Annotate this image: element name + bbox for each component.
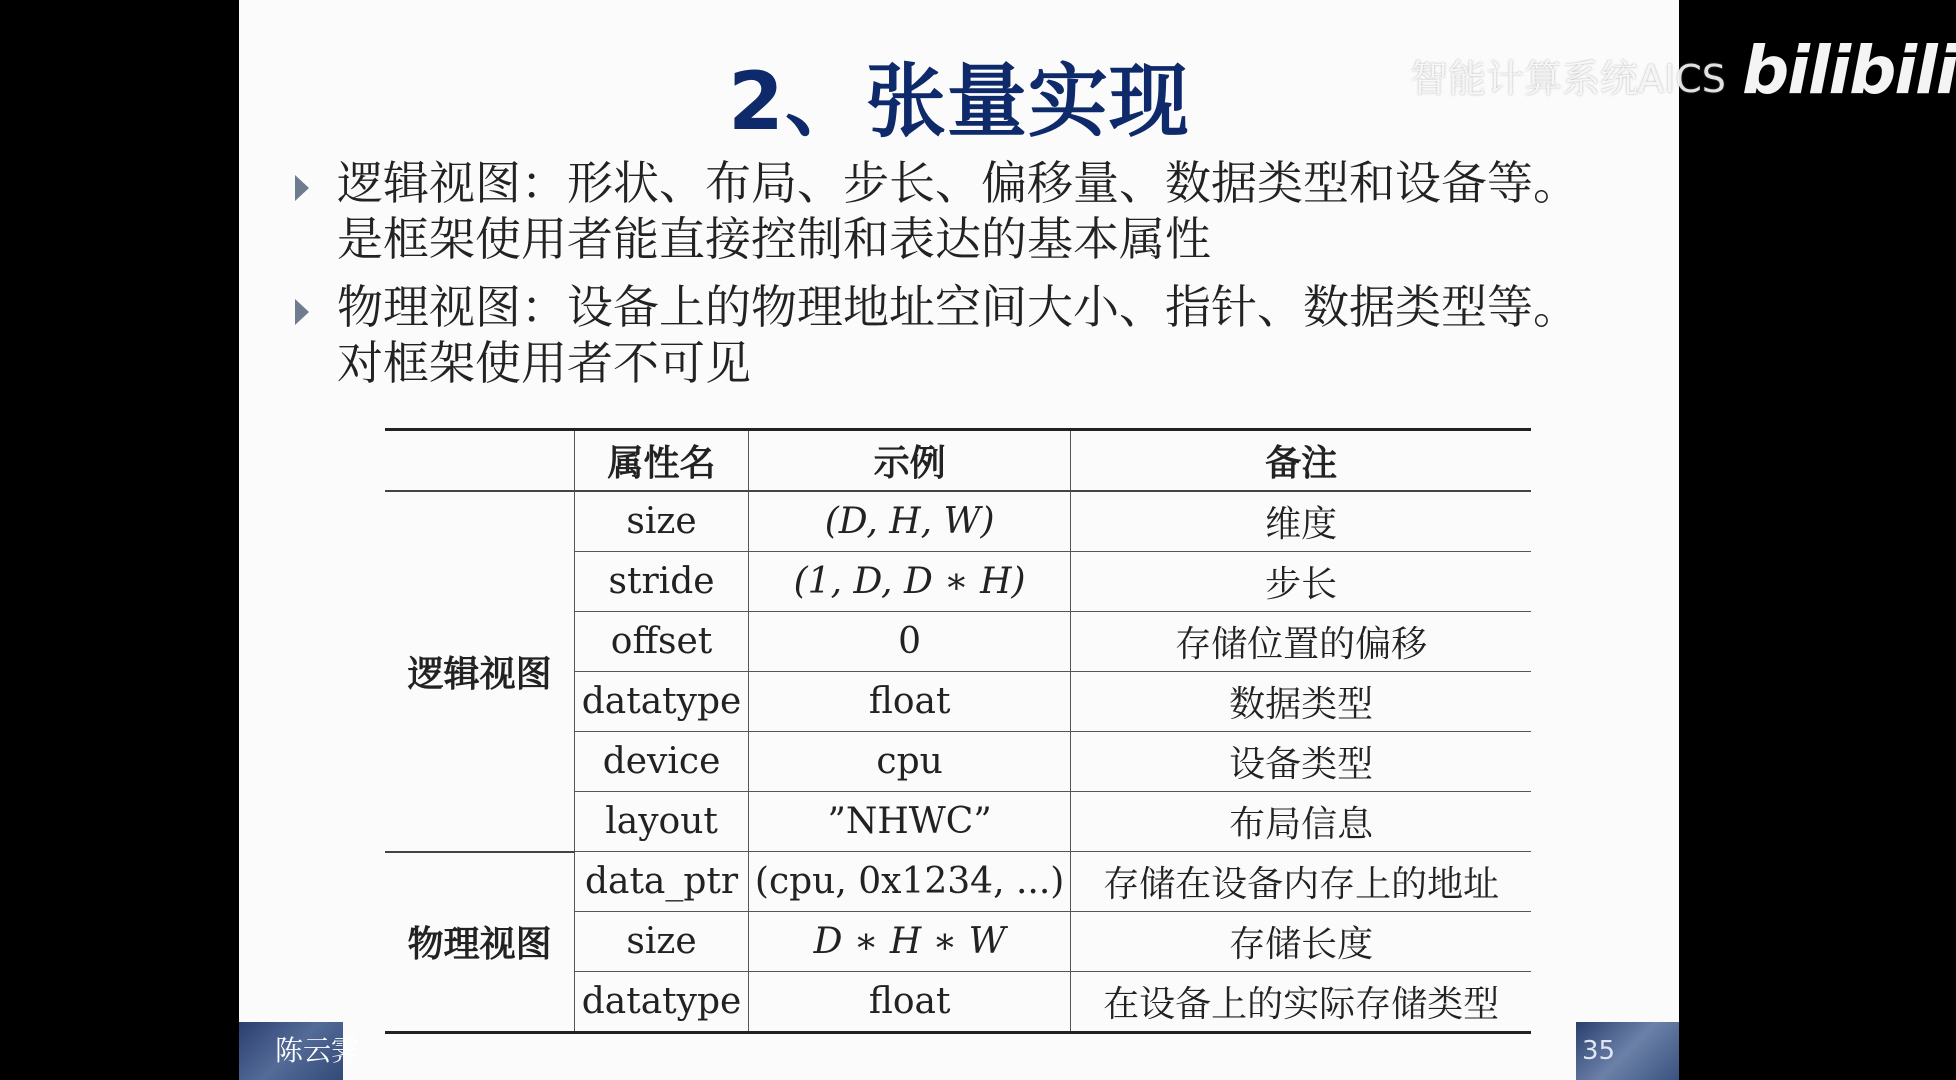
attr-name-cell: datatype [575,972,749,1033]
note-cell: 数据类型 [1071,672,1531,732]
bullet-text-line: 对框架使用者不可见 [337,336,751,390]
attr-name-cell: data_ptr [575,852,749,912]
note-cell: 步长 [1071,552,1531,612]
example-cell: float [748,972,1070,1033]
table-row [385,852,1531,912]
note-cell: 设备类型 [1071,732,1531,792]
example-cell: (1, D, D ∗ H) [748,552,1070,612]
attr-name-cell: offset [575,612,749,672]
example-cell: (cpu, 0x1234, ...) [748,852,1070,912]
group-label-physical: 物理视图 [407,923,552,966]
slide-title: 2、张量实现 [728,55,1190,148]
bullet-text-line: 逻辑视图：形状、布局、步长、偏移量、数据类型和设备等。 [337,156,1579,210]
note-cell: 维度 [1071,491,1531,552]
table-header-cell: 属性名 [575,430,749,492]
attr-name-cell: stride [575,552,749,612]
page-number: 35 [1576,1022,1679,1080]
table-header-row [385,430,1531,492]
group-label-logical: 逻辑视图 [385,491,575,852]
bullet-triangle-icon [295,299,309,325]
example-cell: 0 [748,612,1070,672]
example-cell: float [748,672,1070,732]
table-header-cell: 示例 [748,430,1070,492]
attr-name-cell: layout [575,792,749,852]
attr-name-cell: device [575,732,749,792]
example-cell: ”NHWC” [748,792,1070,852]
bullet-logical-view [295,155,1665,267]
note-cell: 在设备上的实际存储类型 [1071,972,1531,1033]
bullet-physical-view [295,279,1665,391]
example-cell: (D, H, W) [748,491,1070,552]
table-row [385,491,1531,552]
slide [239,0,1679,1080]
bullet-list [295,155,1665,403]
channel-watermark: 智能计算系统AICS [1410,57,1726,101]
table-header-cell [385,430,575,492]
note-cell: 布局信息 [1071,792,1531,852]
example-cell: D ∗ H ∗ W [748,912,1070,972]
tensor-attribute-table [385,428,1531,1034]
attr-name-cell: size [575,912,749,972]
note-cell: 存储在设备内存上的地址 [1071,852,1531,912]
bilibili-logo: bilibili [1742,32,1956,109]
table-header-cell: 备注 [1071,430,1531,492]
bullet-text-line: 物理视图：设备上的物理地址空间大小、指针、数据类型等。 [337,280,1579,334]
note-cell: 存储长度 [1071,912,1531,972]
attr-name-cell: datatype [575,672,749,732]
bullet-triangle-icon [295,175,309,201]
attr-name-cell: size [575,491,749,552]
bullet-text-line: 是框架使用者能直接控制和表达的基本属性 [337,212,1211,266]
note-cell: 存储位置的偏移 [1071,612,1531,672]
example-cell: cpu [748,732,1070,792]
presenter-name-tag: 陈云霁 [239,1022,343,1080]
